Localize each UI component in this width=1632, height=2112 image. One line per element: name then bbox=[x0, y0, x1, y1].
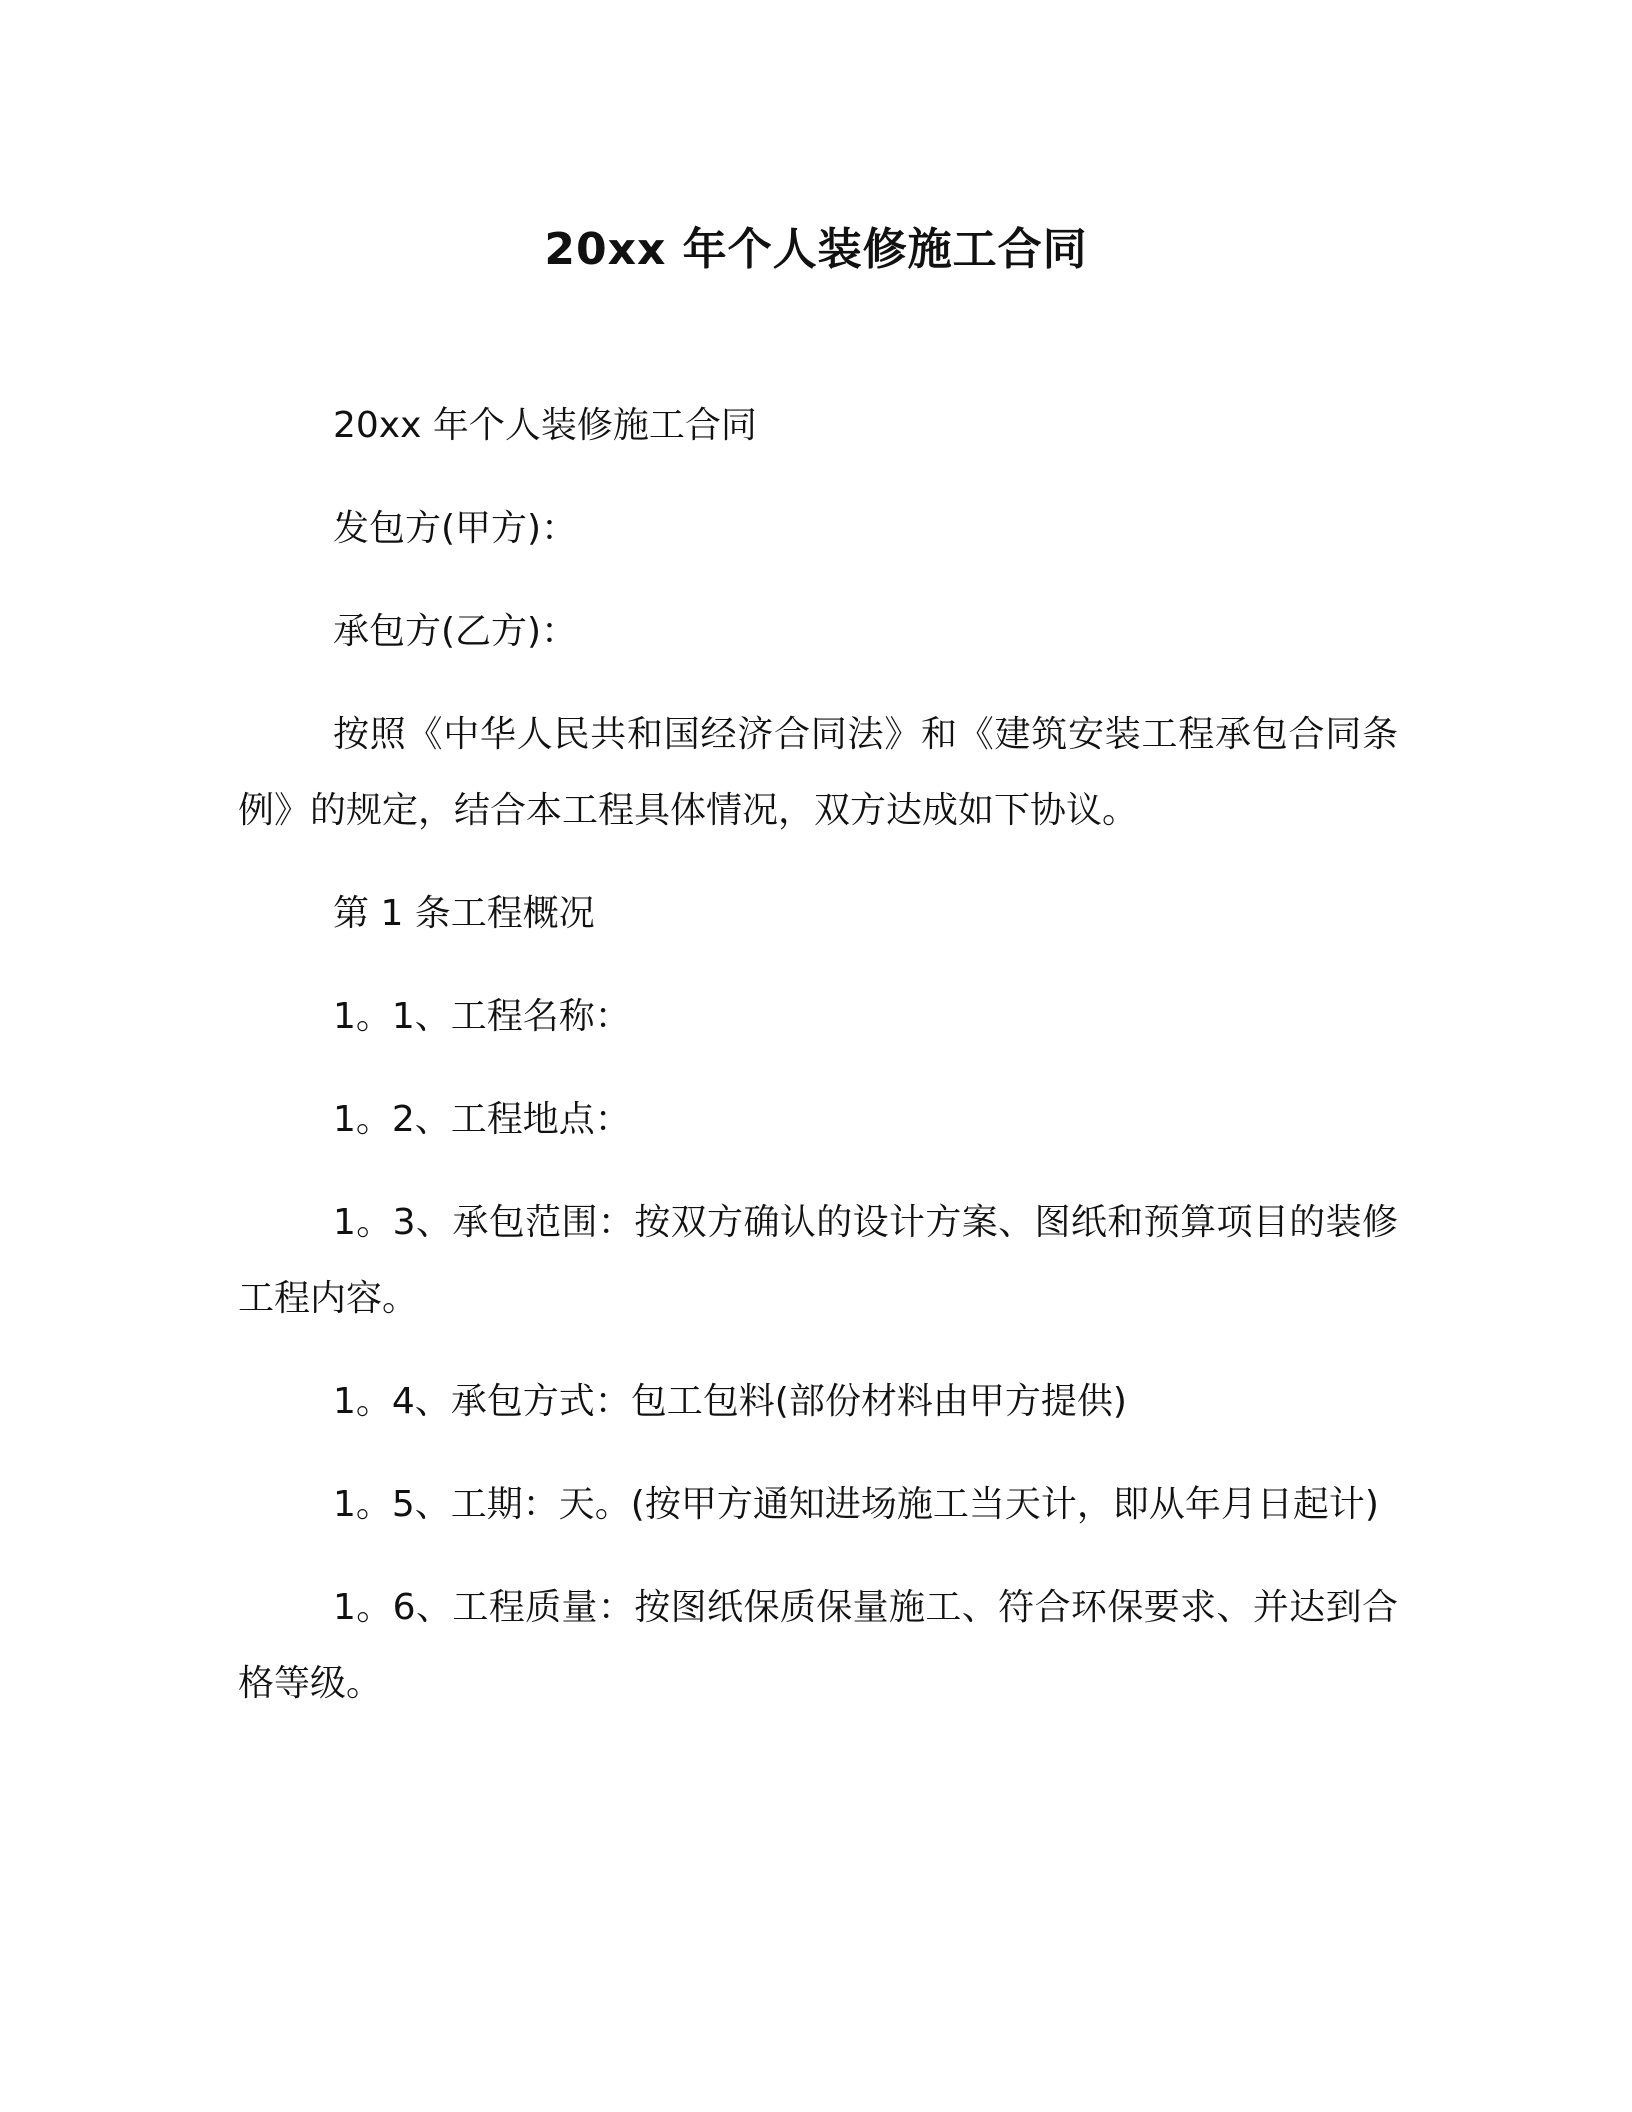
paragraph-clause-1-5: 1。5、工期：天。(按甲方通知进场施工当天计，即从年月日起计) bbox=[333, 1484, 1379, 1525]
paragraph-clause-1-4: 1。4、承包方式：包工包料(部份材料由甲方提供) bbox=[333, 1381, 1127, 1422]
paragraph-party-b: 承包方(乙方)： bbox=[333, 611, 578, 652]
paragraph-subtitle: 20xx 年个人装修施工合同 bbox=[333, 405, 757, 446]
paragraph-clause-1-2: 1。2、工程地点： bbox=[333, 1099, 631, 1140]
paragraph-clause-1-1: 1。1、工程名称： bbox=[333, 996, 631, 1037]
document-body bbox=[238, 388, 1398, 1749]
document-title: 20xx 年个人装修施工合同 bbox=[544, 224, 1088, 275]
paragraph-preamble: 按照《中华人民共和国经济合同法》和《建筑安装工程承包合同条例》的规定，结合本工程具体情况，双方达成如下协议。 bbox=[238, 714, 1398, 831]
paragraph-party-a: 发包方(甲方)： bbox=[333, 508, 578, 549]
paragraph-clause-1-3: 1。3、承包范围：按双方确认的设计方案、图纸和预算项目的装修工程内容。 bbox=[238, 1202, 1398, 1319]
paragraph-clause-1-6: 1。6、工程质量：按图纸保质保量施工、符合环保要求、并达到合格等级。 bbox=[238, 1587, 1398, 1704]
paragraph-article-1-heading: 第 1 条工程概况 bbox=[333, 893, 595, 934]
